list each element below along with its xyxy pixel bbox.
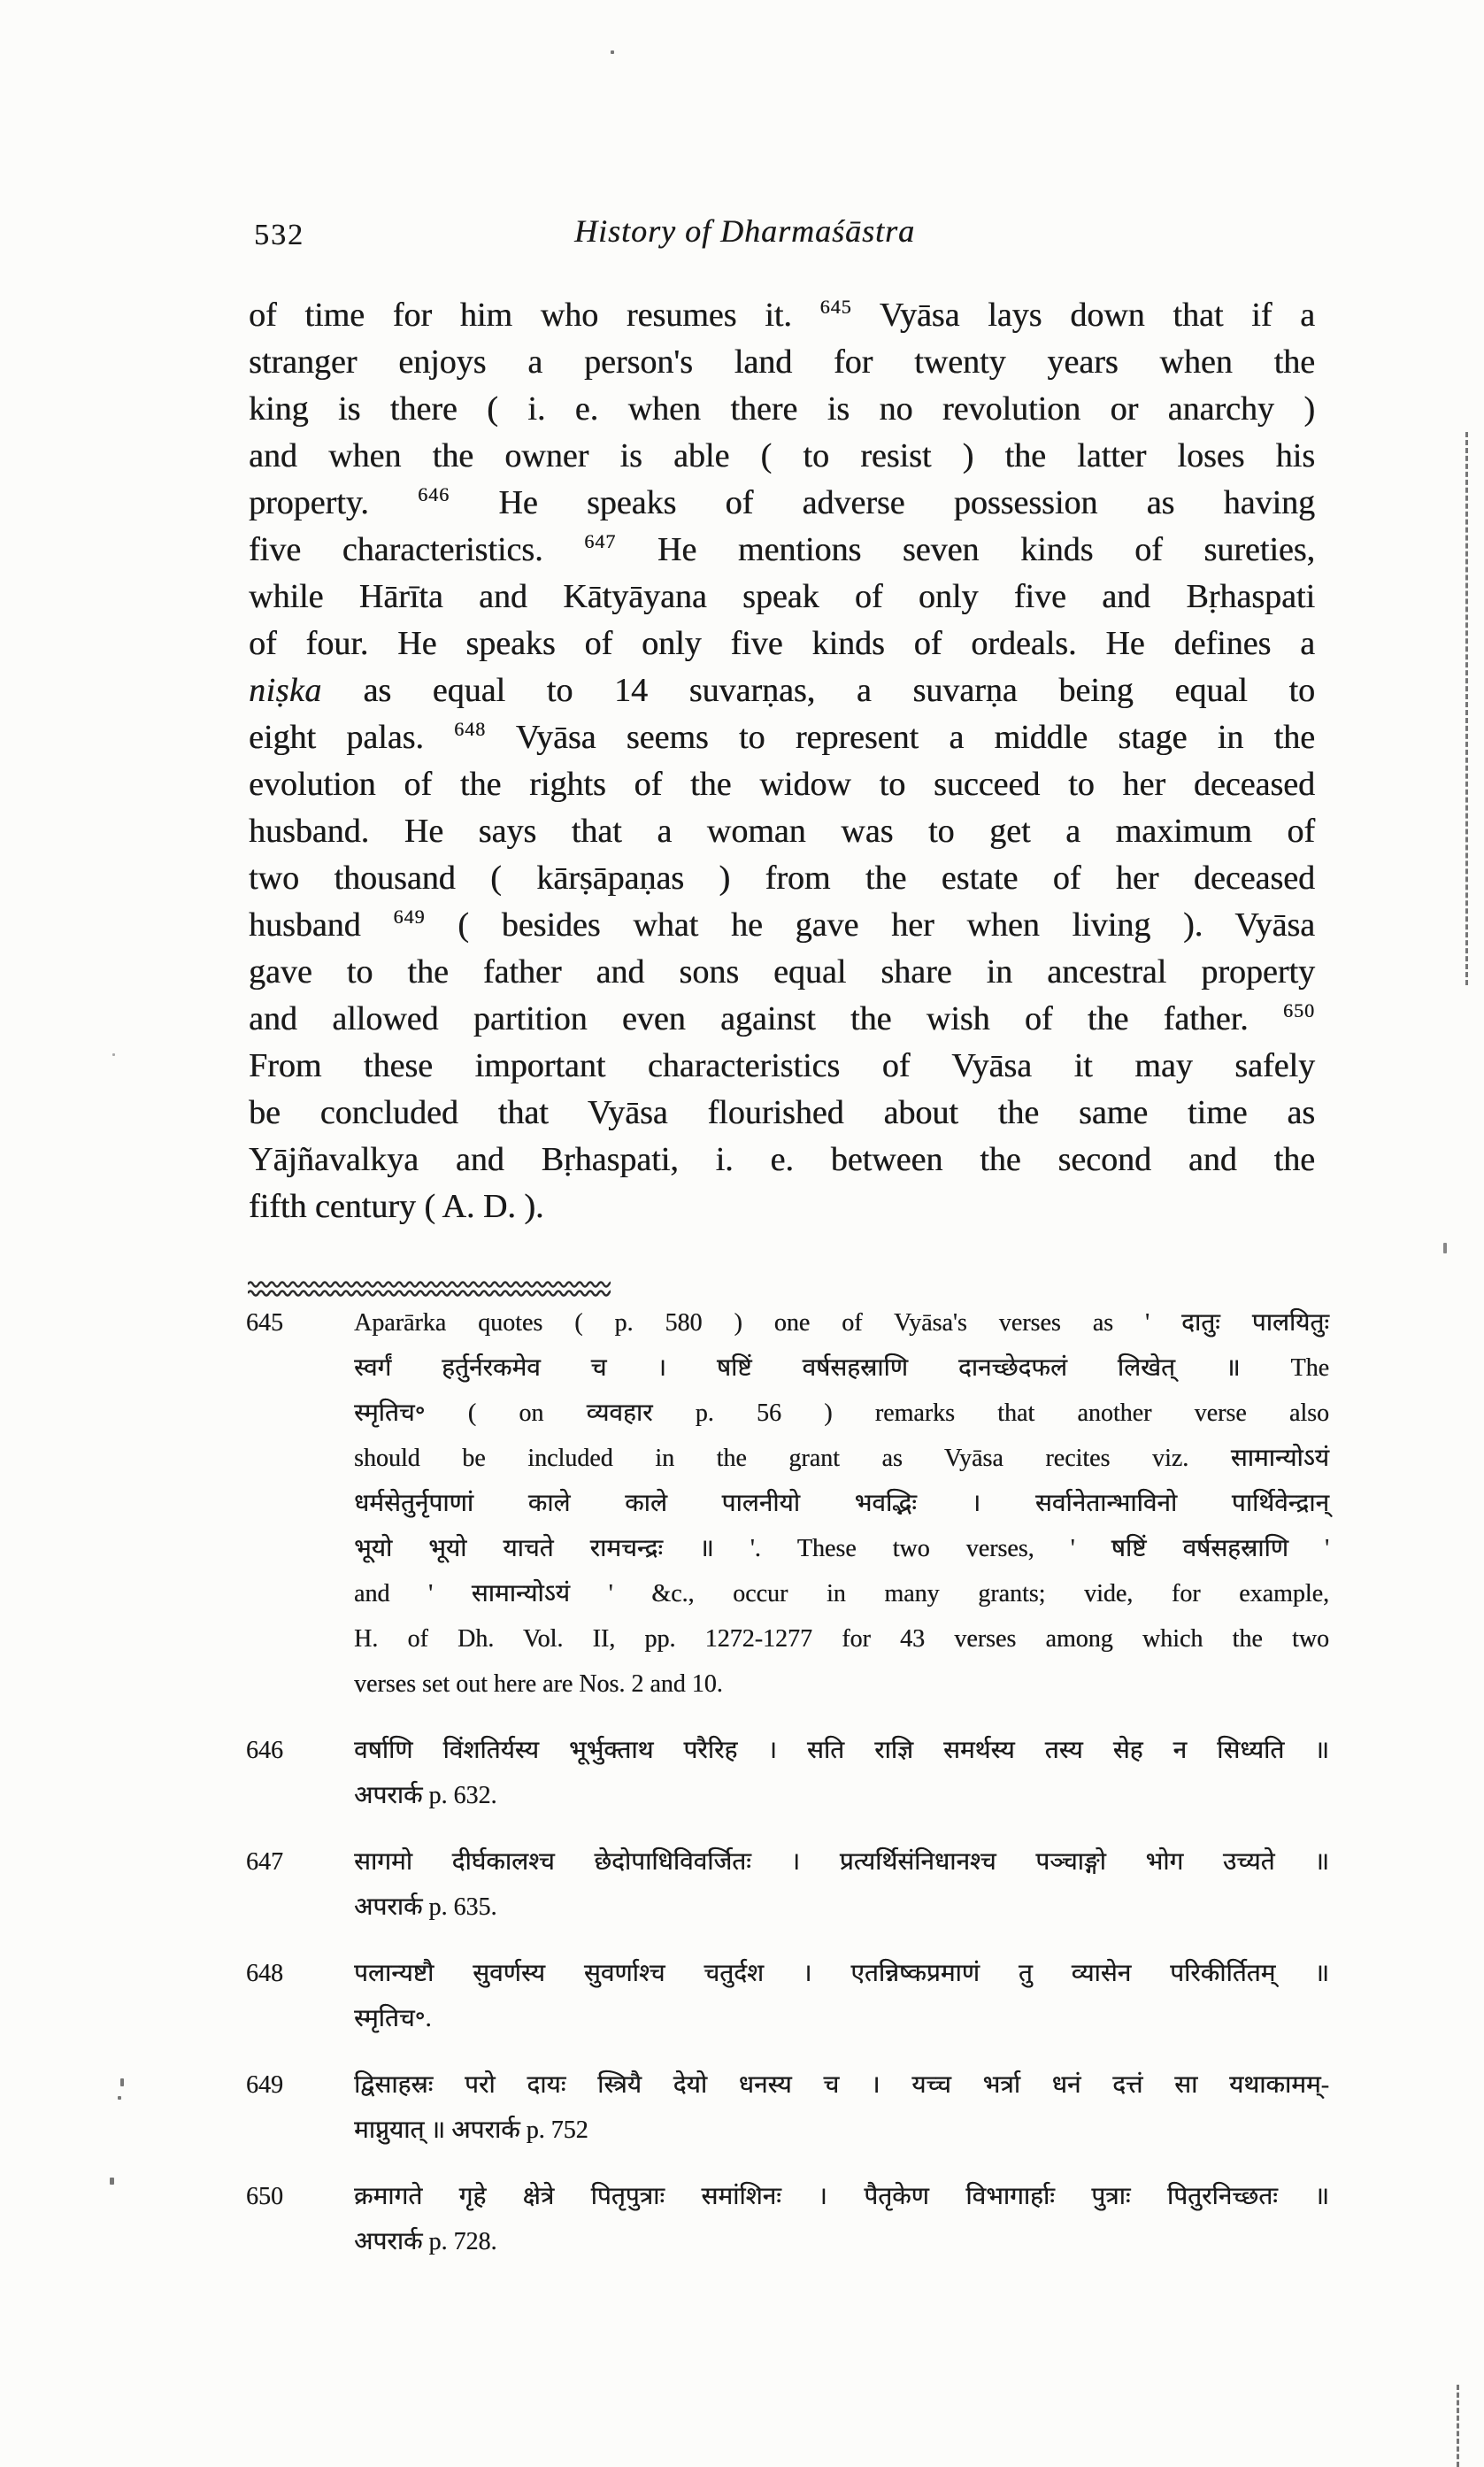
text-run: property. (249, 484, 369, 521)
body-line (249, 339, 1315, 386)
scan-noise (1443, 1243, 1447, 1253)
footnote-line: पलान्यष्टौ सुवर्णस्य सुवर्णाश्च चतुर्दश । एतन्निष्कप्रमाणं तु व्यासेन परिकीर्तितम् ॥ (354, 1960, 1329, 1987)
text-run: evolution of the rights of the widow to succeed to her deceased (249, 766, 1315, 803)
footnote-648 (246, 1951, 1329, 2041)
scan-edge-dash (1457, 2385, 1459, 2467)
text-run: husband. He says that a woman was to get a maximum of (249, 813, 1315, 850)
body-line (249, 386, 1315, 433)
footnote-line: धर्मसेतुर्नृपाणां काले काले पालनीयो भवद्भिः । सर्वानेतान्भाविनो पार्थिवेन्द्रान् (354, 1490, 1329, 1517)
text-run: He speaks of adverse possession as having (498, 484, 1316, 521)
running-title: History of Dharmaśāstra (574, 213, 916, 249)
body-line (249, 902, 1315, 949)
body-line (249, 621, 1315, 667)
footnote-line: स्मृतिच॰ ( on व्यवहार p. 56 ) remarks that another verse also (354, 1399, 1329, 1427)
text-run: stranger enjoys a person's land for twenty years when the (249, 343, 1315, 381)
footnote-line: should be included in the grant as Vyāsa recites viz. सामान्योऽयं (354, 1445, 1329, 1472)
footnotes-section (246, 1300, 1329, 2286)
text-run: and allowed partition even against the wish of the father. (249, 1000, 1249, 1037)
text-run: and when the owner is able ( to resist ) the latter loses his (249, 437, 1315, 474)
text-run: eight palas. (249, 719, 424, 756)
body-line (249, 949, 1315, 996)
text-run: king is there ( i. e. when there is no revolution or anarchy ) (249, 390, 1315, 428)
footnote-ref: 646 (418, 483, 450, 505)
footnote-ref: 647 (584, 530, 617, 552)
footnote-text (354, 1839, 1329, 1930)
text-run: Vyāsa lays down that if a (879, 297, 1315, 334)
footnote-line: क्रमागते गृहे क्षेत्रे पितृपुत्राः समांशिनः । पैतृकेण विभागार्हाः पुत्राः पितुरनिच्छतः ॥ (354, 2183, 1329, 2210)
body-line (249, 1183, 1315, 1230)
body-line (249, 527, 1315, 574)
main-text (249, 292, 1315, 1230)
body-line (249, 292, 1315, 339)
footnote-645 (246, 1300, 1329, 1707)
footnote-text (354, 2174, 1329, 2264)
text-run: husband (249, 906, 361, 944)
footnote-line: स्मृतिच॰. (354, 2005, 432, 2032)
text-run: while Hārīta and Kātyāyana speak of only five and Bṛhaspati (249, 578, 1315, 615)
footnote-number: 648 (246, 1960, 283, 1987)
footnote-ref: 648 (454, 718, 487, 740)
scan-noise (120, 2078, 124, 2086)
text-run: gave to the father and sons equal share in ancestral property (249, 953, 1315, 991)
body-line (249, 433, 1315, 480)
footnote-line: H. of Dh. Vol. II, pp. 1272-1277 for 43 verses among which the two (354, 1625, 1329, 1653)
wavy-rule-icon (248, 1278, 611, 1301)
text-run: fifth century ( A. D. ). (249, 1188, 544, 1225)
footnote-line: द्विसाहस्रः परो दायः स्त्रियै देयो धनस्य च । यच्च भर्त्रा धनं दत्तं सा यथाकामम्- (354, 2071, 1329, 2099)
footnote-line: सागमो दीर्घकालश्च छेदोपाधिविवर्जितः । प्रत्यर्थिसंनिधानश्च पञ्चाङ्गो भोग उच्यते ॥ (354, 1848, 1329, 1876)
scan-noise (110, 2178, 114, 2185)
footnote-650 (246, 2174, 1329, 2264)
body-line (249, 1043, 1315, 1090)
body-line (249, 1090, 1315, 1137)
footnote-line: अपरार्क p. 635. (354, 1893, 497, 1921)
text-run: be concluded that Vyāsa flourished about the same time as (249, 1094, 1315, 1131)
footnote-line: स्वर्गं हर्तुर्नरकमेव च । षष्टिं वर्षसहस्राणि दानच्छेदफलं लिखेत् ॥ The (354, 1354, 1329, 1382)
footnote-text (354, 1728, 1329, 1818)
footnote-line: वर्षाणि विंशतिर्यस्य भूर्भुक्ताथ परैरिह । सति राज्ञि समर्थस्य तस्य सेह न सिध्यति ॥ (354, 1737, 1329, 1764)
footnote-line: अपरार्क p. 728. (354, 2228, 497, 2255)
footnote-649 (246, 2062, 1329, 2153)
text-run: From these important characteristics of Vyāsa it may safely (249, 1047, 1315, 1084)
footnote-number: 645 (246, 1309, 283, 1337)
footnote-646 (246, 1728, 1329, 1818)
footnote-line: अपरार्क p. 632. (354, 1782, 497, 1809)
text-run: He mentions seven kinds of sureties, (657, 531, 1315, 568)
text-run: ( besides what he gave her when living ). Vyāsa (458, 906, 1316, 944)
footnote-ref: 650 (1283, 999, 1315, 1021)
body-line (249, 714, 1315, 761)
text-run: Yājñavalkya and Bṛhaspati, i. e. between the second and the (249, 1141, 1315, 1178)
body-line (249, 808, 1315, 855)
footnote-text (354, 2062, 1329, 2153)
text-run: Vyāsa seems to represent a middle stage in the (515, 719, 1315, 756)
footnote-text (354, 1951, 1329, 2041)
footnote-line: भूयो भूयो याचते रामचन्द्रः ॥ '. These two verses, ' षष्टिं वर्षसहस्राणि ' (354, 1535, 1329, 1562)
text-run: of time for him who resumes it. (249, 297, 792, 334)
scan-noise (118, 2096, 121, 2100)
body-line (249, 667, 1315, 714)
italic-term: niṣka (249, 672, 322, 709)
body-line (249, 1137, 1315, 1183)
footnote-number: 649 (246, 2071, 283, 2099)
text-run: as equal to 14 suvarṇas, a suvarṇa being equal to (363, 672, 1315, 709)
text-run: two thousand ( kārṣāpaṇas ) from the estate of her deceased (249, 860, 1315, 897)
body-line (249, 996, 1315, 1043)
footnote-line: verses set out here are Nos. 2 and 10. (354, 1670, 723, 1698)
body-line (249, 855, 1315, 902)
footnote-number: 647 (246, 1848, 283, 1876)
footnote-line: and ' सामान्योऽयं ' &c., occur in many grants; vide, for example, (354, 1580, 1329, 1607)
footnote-ref: 649 (393, 906, 426, 928)
footnote-text (354, 1300, 1329, 1707)
scan-noise (611, 50, 614, 54)
footnote-number: 650 (246, 2183, 283, 2210)
body-line (249, 480, 1315, 527)
text-run: five characteristics. (249, 531, 543, 568)
body-line (249, 761, 1315, 808)
body-line (249, 574, 1315, 621)
footnote-ref: 645 (819, 296, 852, 318)
footnote-647 (246, 1839, 1329, 1930)
footnote-divider (248, 1278, 611, 1301)
footnote-number: 646 (246, 1737, 283, 1764)
page-number: 532 (254, 219, 304, 251)
footnote-line: माप्नुयात् ॥ अपरार्क p. 752 (354, 2116, 588, 2144)
footnote-line: Aparārka quotes ( p. 580 ) one of Vyāsa's verses as ' दातुः पालयितुः (354, 1309, 1329, 1337)
scan-edge-dash (1465, 432, 1468, 985)
scan-noise (112, 1053, 115, 1056)
text-run: of four. He speaks of only five kinds of ordeals. He defines a (249, 625, 1315, 662)
